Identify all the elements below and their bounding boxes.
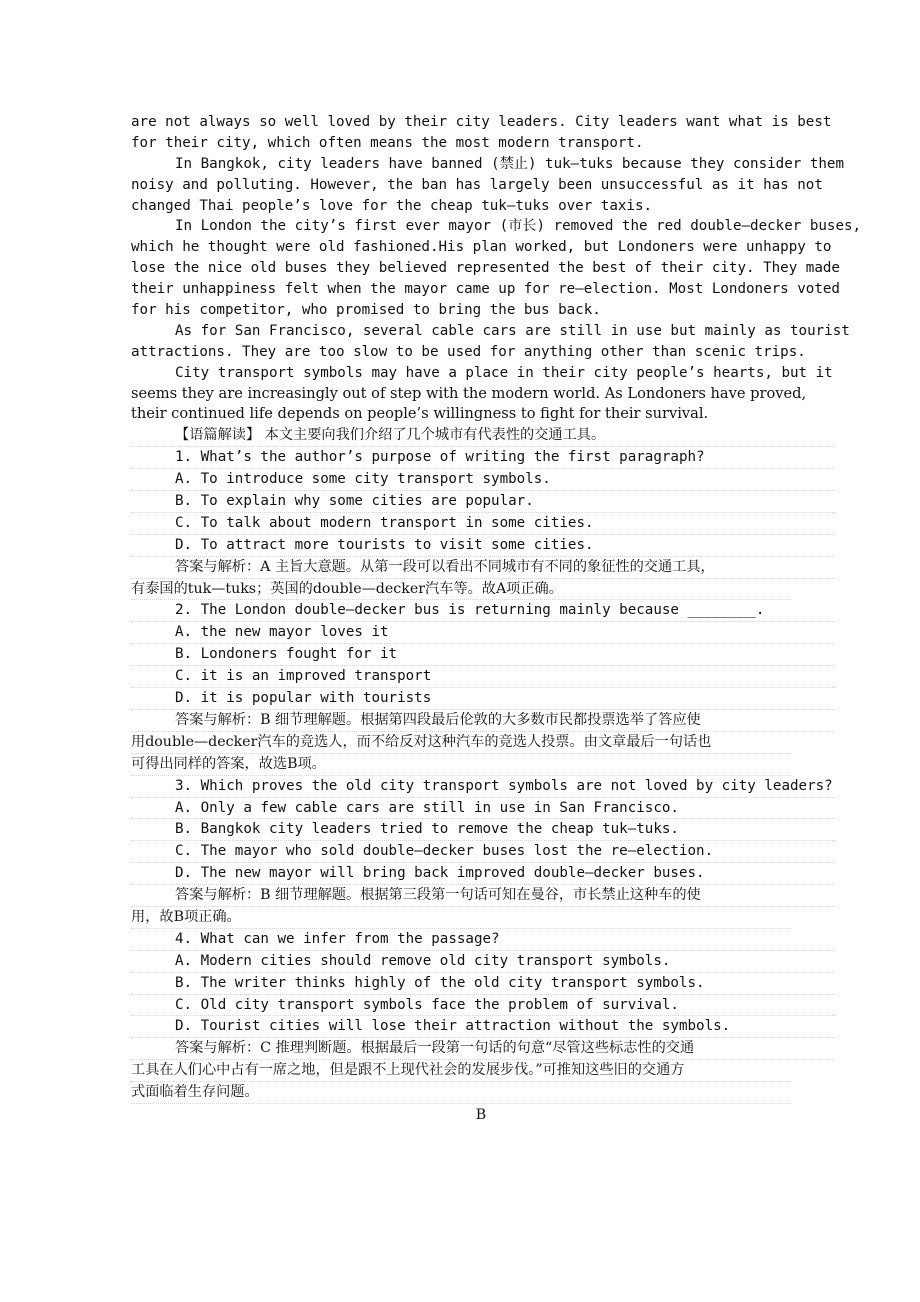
option-d: D. it is popular with tourists [131, 688, 835, 710]
option-a: A. Only a few cable cars are still in use in San Francisco. [131, 798, 835, 820]
passage-line: In London the city’s first ever mayor (市长) removed the red double—decker buses, [175, 218, 862, 235]
option-b: B. The writer thinks highly of the old city transport symbols. [131, 973, 835, 995]
passage-line: their unhappiness felt when the mayor came up for re—election. Most Londoners voted [131, 281, 840, 298]
answer-explanation: 用，故B项正确。 [131, 907, 791, 929]
option-d: D. To attract more tourists to visit some cities. [131, 535, 835, 557]
option-c: C. Old city transport symbols face the problem of survival. [131, 995, 835, 1017]
passage-line: seems they are increasingly out of step with the modern world. As Londoners have proved, [131, 384, 807, 402]
passage-line: lose the nice old buses they believed represented the best of their city. They made [131, 260, 840, 277]
passage-line: are not always so well loved by their city leaders. City leaders want what is best [131, 114, 832, 130]
passage-analysis: 【语篇解读】 本文主要向我们介绍了几个城市有代表性的交通工具。 [131, 425, 835, 447]
answer-explanation: 有泰国的tuk—tuks；英国的double—decker汽车等。故A项正确。 [131, 579, 791, 601]
option-b: B. To explain why some cities are popular. [131, 491, 835, 513]
question-stem: 3. Which proves the old city transport symbols are not loved by city leaders? [131, 776, 835, 798]
passage-line: As for San Francisco, several cable cars are still in use but mainly as tourist [175, 322, 850, 339]
question-stem: 1. What’s the author’s purpose of writing the first paragraph? [131, 447, 835, 469]
option-d: D. Tourist cities will lose their attraction without the symbols. [131, 1016, 835, 1038]
question-stem: 2. The London double—decker bus is returning mainly because ________. [131, 600, 835, 622]
option-b: B. Londoners fought for it [131, 644, 835, 666]
question-3 [131, 776, 841, 929]
answer-explanation: 答案与解析：C 推理判断题。根据最后一段第一句话的句意“尽管这些标志性的交通 [131, 1038, 835, 1060]
passage-line: attractions. They are too slow to be used for anything other than scenic trips. [131, 343, 806, 360]
answer-explanation: 答案与解析：A 主旨大意题。从第一段可以看出不同城市有不同的象征性的交通工具， [131, 557, 835, 579]
option-c: C. it is an improved transport [131, 666, 835, 688]
answer-explanation: 用double—decker汽车的竞选人，而不给反对这种汽车的竞选人投票。由文章最后一句话也 [131, 732, 791, 754]
passage-line: noisy and polluting. However, the ban has largely been unsuccessful as it has not [131, 176, 823, 193]
option-d: D. The new mayor will bring back improved double—decker buses. [131, 863, 835, 885]
option-a: A. Modern cities should remove old city transport symbols. [131, 951, 835, 973]
option-a: A. the new mayor loves it [131, 622, 835, 644]
passage-line: which he thought were old fashioned.His plan worked, but Londoners were unhappy to [131, 239, 832, 256]
passage-line: changed Thai people’s love for the cheap tuk—tuks over taxis. [131, 197, 653, 214]
option-c: C. The mayor who sold double—decker buses lost the re—election. [131, 841, 835, 863]
passage-line: for their city, which often means the most modern transport. [131, 134, 644, 151]
passage-line: City transport symbols may have a place in their city people’s hearts, but it [175, 364, 833, 381]
option-a: A. To introduce some city transport symbols. [131, 469, 835, 491]
option-b: B. Bangkok city leaders tried to remove the cheap tuk—tuks. [131, 819, 835, 841]
answer-explanation: 工具在人们心中占有一席之地，但是跟不上现代社会的发展步伐。”可推知这些旧的交通方 [131, 1060, 791, 1082]
question-1 [131, 447, 841, 600]
question-2 [131, 600, 841, 775]
passage-line: In Bangkok, city leaders have banned (禁止) tuk—tuks because they consider them [175, 155, 844, 172]
answer-explanation: 答案与解析：B 细节理解题。根据第四段最后伦敦的大多数市民都投票选举了答应使 [131, 710, 835, 732]
section-heading: B [475, 1106, 487, 1123]
answer-explanation: 式面临着生存问题。 [131, 1082, 791, 1104]
passage-line: for his competitor, who promised to bring the bus back. [131, 302, 601, 319]
question-stem: 4. What can we infer from the passage? [131, 929, 835, 951]
question-4 [131, 929, 841, 1104]
passage-line: their continued life depends on people’s willingness to fight for their survival. [131, 405, 709, 423]
option-c: C. To talk about modern transport in some cities. [131, 513, 835, 535]
reading-passage [131, 112, 862, 425]
answer-explanation: 可得出同样的答案，故选B项。 [131, 754, 791, 776]
answer-explanation: 答案与解析：B 细节理解题。根据第三段第一句话可知在曼谷，市长禁止这种车的使 [131, 885, 835, 907]
document-content [131, 112, 862, 1126]
